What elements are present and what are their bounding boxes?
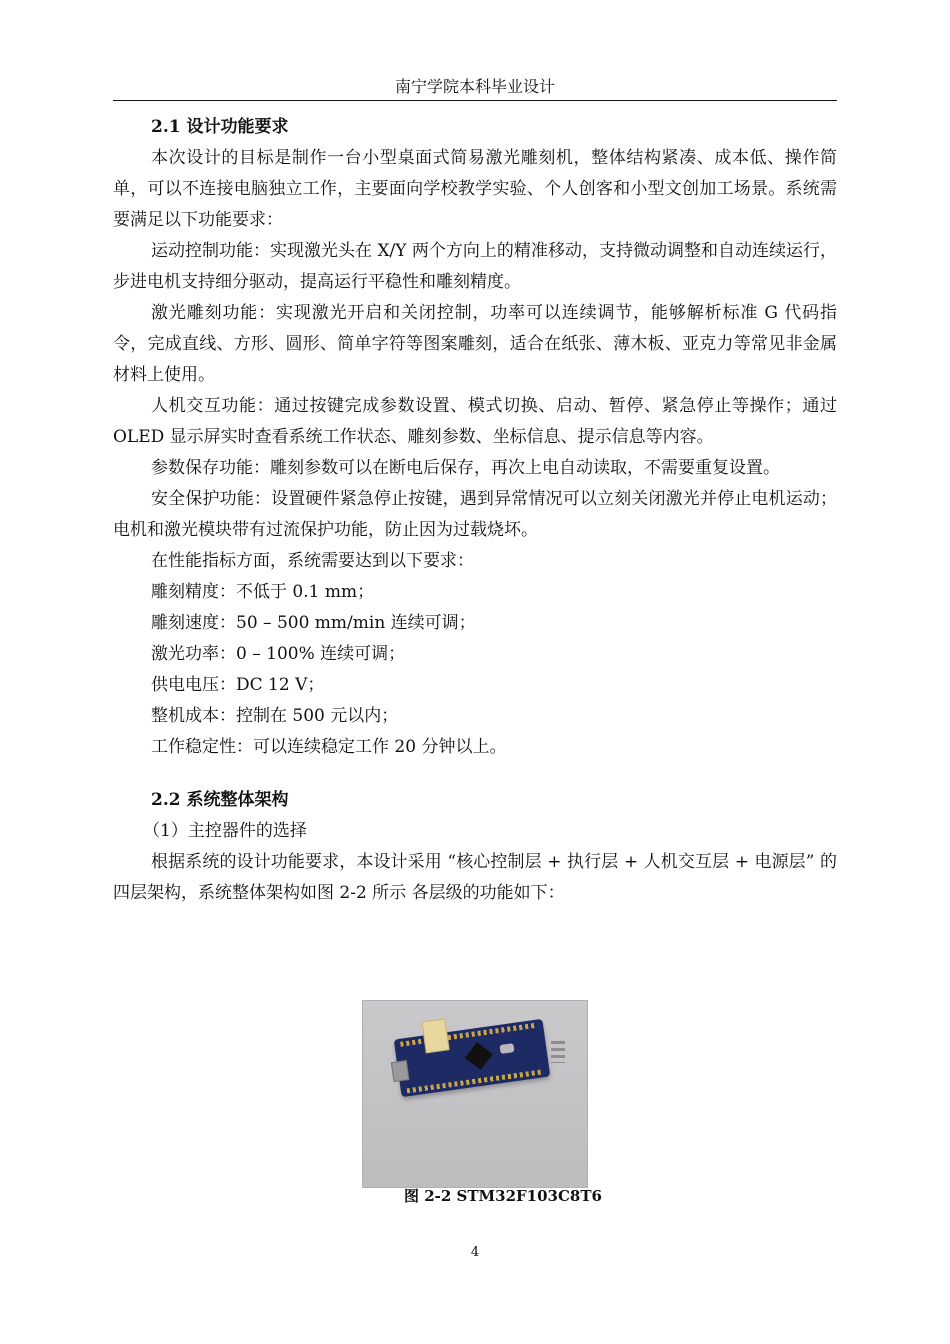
mcu-chip <box>465 1042 493 1070</box>
paragraph-performance-intro: 在性能指标方面，系统需要达到以下要求： <box>151 551 474 571</box>
spec-item: 雕刻速度：50 – 500 mm/min 连续可调； <box>151 613 476 633</box>
spec-item: 工作稳定性：可以连续稳定工作 20 分钟以上。 <box>151 737 507 757</box>
spec-item: 雕刻精度：不低于 0.1 mm； <box>151 582 375 602</box>
jumper-block <box>421 1018 449 1053</box>
crystal-oscillator <box>499 1043 514 1054</box>
section-heading-2-2: 2.2 系统整体架构 <box>151 790 289 810</box>
header-divider <box>113 100 837 101</box>
page-number: 4 <box>470 1245 480 1260</box>
debug-header-pins <box>551 1041 565 1063</box>
paragraph-motion-control: 运动控制功能：实现激光头在 X/Y 两个方向上的精准移动，支持微动调整和自动连续运行，步进电机支持细分驱动，提高运行平稳性和雕刻精度。 <box>113 241 837 292</box>
circuit-board-image <box>394 1019 551 1097</box>
paragraph-laser-engraving: 激光雕刻功能：实现激光开启和关闭控制，功率可以连续调节，能够解析标准 G 代码指令，完成直线、方形、圆形、简单字符等图案雕刻，适合在纸张、薄木板、亚克力等常见非金属材料上使用。 <box>113 303 837 385</box>
figure-caption: 图 2-2 STM32F103C8T6 <box>404 1187 602 1205</box>
section-gap <box>113 763 837 785</box>
page-header: 南宁学院本科毕业设计 <box>394 77 555 96</box>
paragraph-parameter-storage: 参数保存功能：雕刻参数可以在断电后保存，再次上电自动读取，不需要重复设置。 <box>151 458 780 478</box>
spec-item: 整机成本：控制在 500 元以内； <box>151 706 399 726</box>
usb-connector <box>391 1060 410 1082</box>
pin-row-bottom <box>407 1069 544 1093</box>
paragraph-safety: 安全保护功能：设置硬件紧急停止按键，遇到异常情况可以立刻关闭激光并停止电机运动；电机和激光模块带有过流保护功能，防止因为过载烧坏。 <box>113 489 837 540</box>
section-heading-2-1: 2.1 设计功能要求 <box>151 117 289 137</box>
spec-item: 激光功率：0 – 100% 连续可调； <box>151 644 406 664</box>
paragraph-hmi: 人机交互功能：通过按键完成参数设置、模式切换、启动、暂停、紧急停止等操作；通过 OLED 显示屏实时查看系统工作状态、雕刻参数、坐标信息、提示信息等内容。 <box>113 396 837 447</box>
paragraph-intro: 本次设计的目标是制作一台小型桌面式简易激光雕刻机，整体结构紧凑、成本低、操作简单，可以不连接电脑独立工作，主要面向学校教学实验、个人创客和小型文创加工场景。系统需要满足以下功能要求： <box>113 148 837 230</box>
page-body <box>113 112 837 909</box>
paragraph-architecture: 根据系统的设计功能要求，本设计采用 “核心控制层 + 执行层 + 人机交互层 + 电源层” 的四层架构，系统整体架构如图 2-2 所示 各层级的功能如下： <box>113 852 837 903</box>
spec-item: 供电电压：DC 12 V； <box>151 675 325 695</box>
figure-stm32-board-photo <box>362 1000 588 1188</box>
pin-row-top <box>400 1023 537 1047</box>
subheading-controller-selection: （1）主控器件的选择 <box>143 821 307 841</box>
